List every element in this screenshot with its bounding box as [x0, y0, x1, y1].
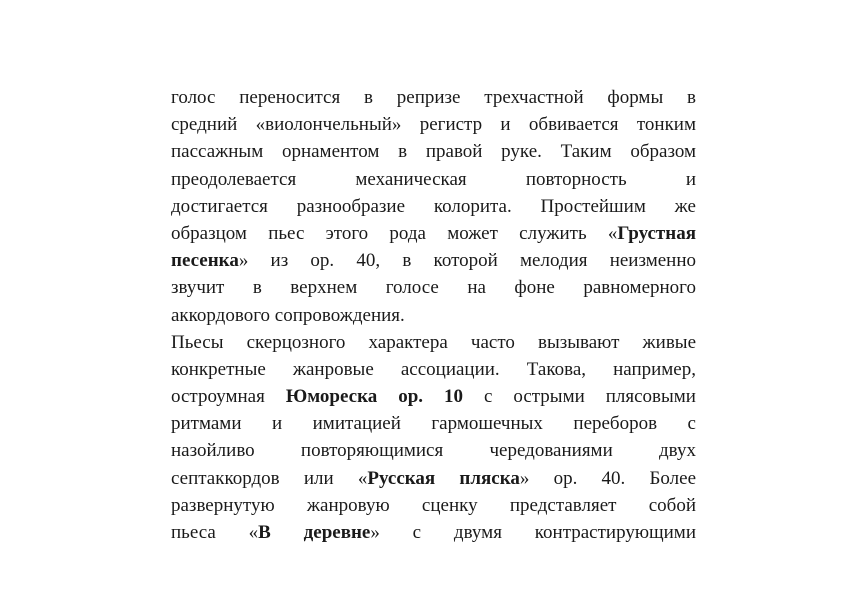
- text-segment: образцом пьес этого рода может служить «: [171, 222, 618, 244]
- piece-title-grustnaya-pesenka-cont: песенка: [171, 250, 239, 272]
- text-line: [171, 356, 696, 383]
- text-segment: развернутую жанровую сценку представляет собой: [171, 494, 696, 516]
- text-segment: ритмами и имитацией гармошечных переборов с: [171, 413, 696, 435]
- text-line: [171, 111, 696, 138]
- text-line: [171, 329, 696, 356]
- text-segment: остроумная: [171, 386, 286, 408]
- text-line: [171, 437, 696, 464]
- text-segment: голос переносится в репризе трехчастной формы в: [171, 87, 696, 108]
- text-line: [171, 138, 696, 165]
- text-segment: звучит в верхнем голосе на фоне равномерного: [171, 277, 696, 299]
- text-line: [171, 519, 696, 546]
- text-line: [171, 492, 696, 519]
- text-line: [171, 410, 696, 437]
- text-segment: средний «виолончельный» регистр и обвивается тонким: [171, 114, 696, 136]
- piece-title-grustnaya-pesenka: Грустная: [617, 222, 696, 244]
- text-segment: септаккордов или «: [171, 467, 368, 489]
- text-segment: достигается разнообразие колорита. Простейшим же: [171, 195, 696, 217]
- text-segment: пассажным орнаментом в правой руке. Таким образом: [171, 141, 696, 163]
- body-text: [171, 84, 696, 546]
- text-line: [171, 193, 696, 220]
- text-line: [171, 383, 696, 410]
- paragraph-1: [171, 84, 696, 329]
- text-segment: » с двумя контрастирующими: [370, 522, 696, 543]
- text-segment: конкретные жанровые ассоциации. Такова, например,: [171, 358, 696, 380]
- text-segment: пьеса «: [171, 522, 259, 543]
- text-segment: » из ор. 40, в которой мелодия неизменно: [238, 250, 696, 272]
- paragraph-2: [171, 329, 696, 547]
- piece-title-russkaya-plyaska: Русская пляска: [367, 467, 520, 489]
- text-segment: назойливо повторяющимися чередованиями двух: [171, 440, 696, 462]
- text-segment: аккордового сопровождения.: [171, 304, 405, 326]
- text-line: [171, 166, 696, 193]
- text-line: [171, 247, 696, 274]
- text-segment: Пьесы скерцозного характера часто вызывают живые: [171, 331, 696, 353]
- text-segment: » ор. 40. Более: [519, 467, 696, 489]
- text-line: [171, 465, 696, 492]
- piece-title-v-derevne: В деревне: [258, 522, 371, 543]
- text-segment: с острыми плясовыми: [462, 386, 696, 408]
- text-line: [171, 302, 696, 329]
- text-segment: преодолевается механическая повторность и: [171, 168, 696, 190]
- text-line: [171, 220, 696, 247]
- text-line: [171, 274, 696, 301]
- piece-title-yumoreska: Юмореска ор. 10: [285, 386, 463, 408]
- text-line: [171, 84, 696, 111]
